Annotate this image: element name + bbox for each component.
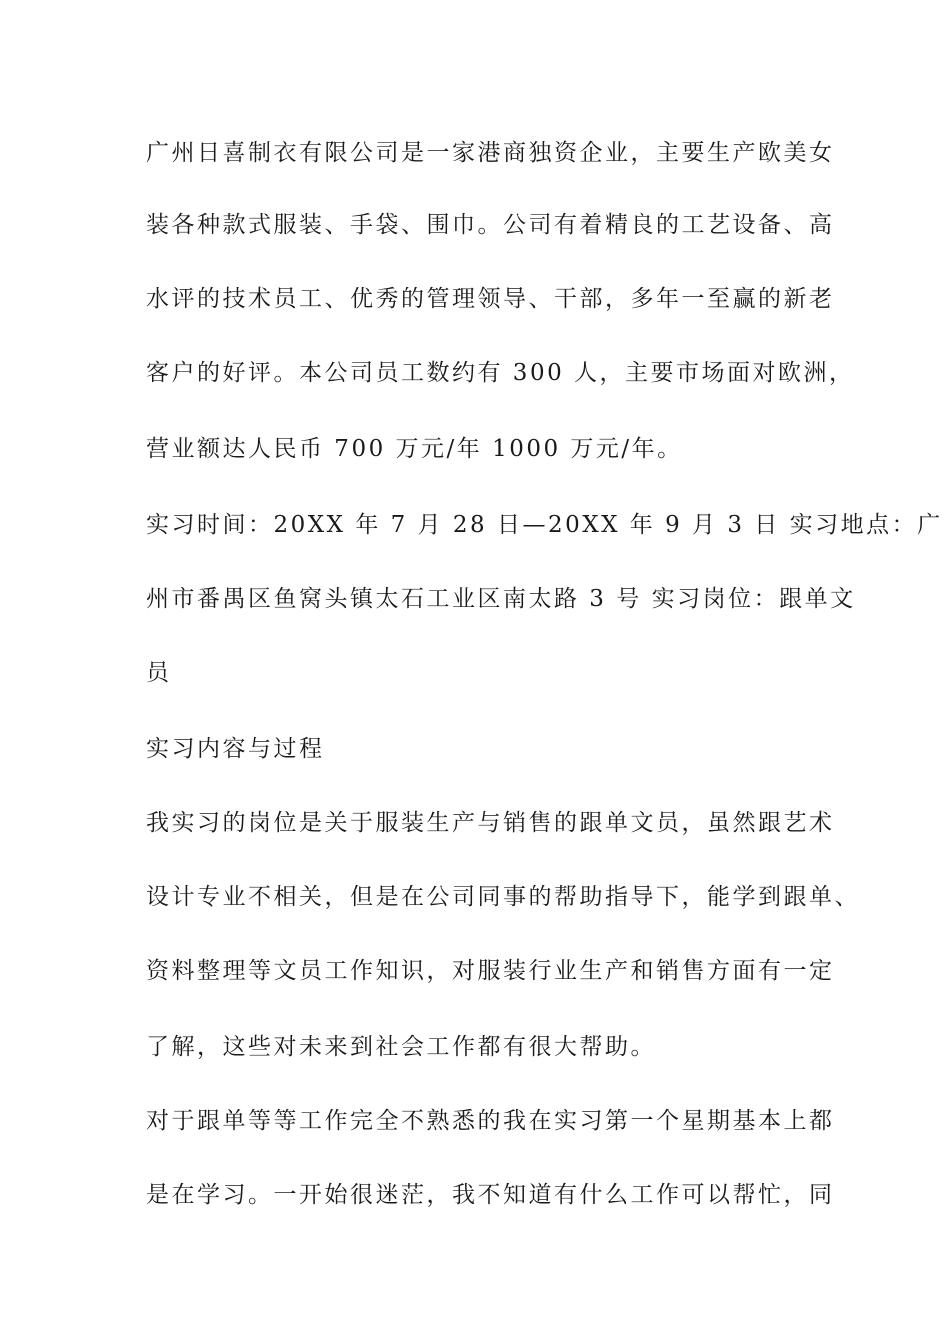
paragraph-line: 营业额达人民币 700 万元/年 1000 万元/年。 — [146, 436, 683, 462]
paragraph-line: 广州日喜制衣有限公司是一家港商独资企业，主要生产欧美女 — [146, 140, 835, 166]
paragraph-line: 实习时间：20XX 年 7 月 28 日—20XX 年 9 月 3 日 实习地点：广 — [146, 512, 943, 538]
paragraph-line: 装各种款式服装、手袋、围巾。公司有着精良的工艺设备、高 — [146, 212, 835, 238]
paragraph-line: 了解，这些对未来到社会工作都有很大帮助。 — [146, 1034, 656, 1060]
paragraph-line: 是在学习。一开始很迷茫，我不知道有什么工作可以帮忙，同 — [146, 1182, 835, 1208]
paragraph-line: 水评的技术员工、优秀的管理领导、干部，多年一至赢的新老 — [146, 286, 835, 312]
section-heading: 实习内容与过程 — [146, 736, 325, 762]
paragraph-line: 我实习的岗位是关于服装生产与销售的跟单文员，虽然跟艺术 — [146, 810, 835, 836]
paragraph-line: 州市番禺区鱼窝头镇太石工业区南太路 3 号 实习岗位：跟单文 — [146, 586, 856, 612]
paragraph-line: 客户的好评。本公司员工数约有 300 人，主要市场面对欧洲， — [146, 360, 855, 386]
paragraph-line: 对于跟单等等工作完全不熟悉的我在实习第一个星期基本上都 — [146, 1108, 835, 1134]
paragraph-line: 资料整理等文员工作知识，对服装行业生产和销售方面有一定 — [146, 958, 835, 984]
paragraph-line: 设计专业不相关，但是在公司同事的帮助指导下，能学到跟单、 — [146, 884, 860, 910]
paragraph-line: 员 — [146, 660, 172, 686]
